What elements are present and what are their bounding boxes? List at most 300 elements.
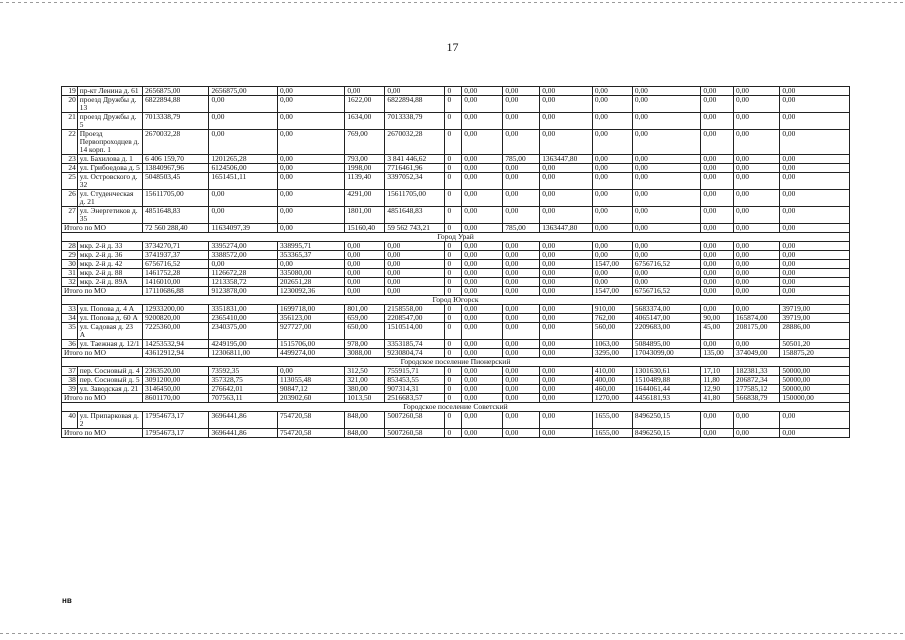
value-cell: 1510489,88 xyxy=(632,376,700,385)
value-cell: 0,00 xyxy=(701,287,734,296)
value-cell: 0,00 xyxy=(345,242,385,251)
section-header-row xyxy=(62,296,850,305)
section-header-row xyxy=(62,358,850,367)
value-cell: 0,00 xyxy=(462,314,503,323)
value-cell: 7225360,00 xyxy=(143,323,209,340)
value-cell: 7716461,96 xyxy=(385,164,445,173)
table-row xyxy=(62,260,850,269)
value-cell: 353365,37 xyxy=(277,251,344,260)
address-cell: пер. Сосновый д. 4 xyxy=(77,367,142,376)
value-cell: 17,10 xyxy=(701,367,734,376)
page-number: 17 xyxy=(446,40,459,54)
value-cell: 9230804,74 xyxy=(385,349,445,358)
value-cell: 1998,00 xyxy=(345,164,385,173)
value-cell: 410,00 xyxy=(592,367,632,376)
value-cell: 0,00 xyxy=(734,412,780,429)
value-cell: 0,00 xyxy=(701,429,734,438)
value-cell: 6 406 159,70 xyxy=(143,155,209,164)
value-cell: 2363520,00 xyxy=(143,367,209,376)
value-cell: 0,00 xyxy=(209,207,277,224)
value-cell: 0 xyxy=(445,278,462,287)
value-cell: 45,00 xyxy=(701,323,734,340)
value-cell: 39719,00 xyxy=(780,305,850,314)
value-cell: 0,00 xyxy=(503,278,540,287)
value-cell: 2208547,00 xyxy=(385,314,445,323)
value-cell: 0,00 xyxy=(592,113,632,130)
value-cell: 0,00 xyxy=(209,113,277,130)
value-cell: 0,00 xyxy=(540,113,593,130)
value-cell: 0,00 xyxy=(632,87,700,96)
value-cell: 2158558,00 xyxy=(385,305,445,314)
value-cell: 374049,00 xyxy=(734,349,780,358)
value-cell: 0,00 xyxy=(540,173,593,190)
value-cell: 0,00 xyxy=(701,155,734,164)
value-cell: 4456181,93 xyxy=(632,394,700,403)
value-cell: 0,00 xyxy=(701,305,734,314)
value-cell: 0,00 xyxy=(540,429,593,438)
value-cell: 0,00 xyxy=(780,96,850,113)
value-cell: 0 xyxy=(445,340,462,349)
value-cell: 3146450,00 xyxy=(143,385,209,394)
value-cell: 182381,33 xyxy=(734,367,780,376)
value-cell: 1547,00 xyxy=(592,287,632,296)
value-cell: 206872,34 xyxy=(734,376,780,385)
value-cell: 0,00 xyxy=(734,278,780,287)
value-cell: 0,00 xyxy=(345,269,385,278)
value-cell: 0,00 xyxy=(632,278,700,287)
value-cell: 203902,60 xyxy=(277,394,344,403)
value-cell: 0 xyxy=(445,376,462,385)
value-cell: 0,00 xyxy=(540,305,593,314)
value-cell: 0,00 xyxy=(734,87,780,96)
total-label: Итого по МО xyxy=(62,349,143,358)
value-cell: 0,00 xyxy=(632,207,700,224)
total-row xyxy=(62,349,850,358)
value-cell: 1126672,28 xyxy=(209,269,277,278)
table-row xyxy=(62,96,850,113)
value-cell: 1547,00 xyxy=(592,260,632,269)
value-cell: 50000,00 xyxy=(780,376,850,385)
value-cell: 927727,00 xyxy=(277,323,344,340)
value-cell: 4291,00 xyxy=(345,190,385,207)
value-cell: 0,00 xyxy=(540,394,593,403)
value-cell: 0,00 xyxy=(503,251,540,260)
value-cell: 0,00 xyxy=(345,87,385,96)
value-cell: 0 xyxy=(445,173,462,190)
value-cell: 0 xyxy=(445,287,462,296)
housing-program-table xyxy=(61,86,850,438)
value-cell: 659,00 xyxy=(345,314,385,323)
address-cell: мкр. 2-й д. 88 xyxy=(77,269,142,278)
value-cell: 0 xyxy=(445,251,462,260)
value-cell: 0,00 xyxy=(734,113,780,130)
value-cell: 707563,11 xyxy=(209,394,277,403)
value-cell: 0,00 xyxy=(701,87,734,96)
value-cell: 0,00 xyxy=(385,242,445,251)
table-row xyxy=(62,155,850,164)
value-cell: 0,00 xyxy=(503,305,540,314)
value-cell: 0 xyxy=(445,87,462,96)
value-cell: 158875,20 xyxy=(780,349,850,358)
value-cell: 0,00 xyxy=(701,130,734,155)
value-cell: 0 xyxy=(445,207,462,224)
value-cell: 1363447,80 xyxy=(540,224,593,233)
table-row xyxy=(62,305,850,314)
value-cell: 0,00 xyxy=(540,412,593,429)
value-cell: 0,00 xyxy=(701,96,734,113)
value-cell: 0,00 xyxy=(540,340,593,349)
value-cell: 3696441,86 xyxy=(209,429,277,438)
value-cell: 2209683,00 xyxy=(632,323,700,340)
value-cell: 276642,01 xyxy=(209,385,277,394)
value-cell: 0,00 xyxy=(385,251,445,260)
value-cell: 0,00 xyxy=(462,260,503,269)
value-cell: 0,00 xyxy=(503,340,540,349)
value-cell: 4851648,83 xyxy=(143,207,209,224)
value-cell: 6756716,52 xyxy=(632,260,700,269)
value-cell: 0,00 xyxy=(277,164,344,173)
value-cell: 0,00 xyxy=(701,164,734,173)
section-title: Городское поселение Советский xyxy=(62,403,850,412)
address-cell: ул. Заводская д. 21 xyxy=(77,385,142,394)
value-cell: 0,00 xyxy=(277,87,344,96)
value-cell: 12,90 xyxy=(701,385,734,394)
value-cell: 8496250,15 xyxy=(632,429,700,438)
value-cell: 0,00 xyxy=(780,224,850,233)
value-cell: 3353185,74 xyxy=(385,340,445,349)
value-cell: 0,00 xyxy=(503,429,540,438)
address-cell: ул. Таежная д. 12/1 xyxy=(77,340,142,349)
value-cell: 754720,58 xyxy=(277,412,344,429)
value-cell: 0,00 xyxy=(701,224,734,233)
value-cell: 400,00 xyxy=(592,376,632,385)
address-cell: ул. Островского д. 32 xyxy=(77,173,142,190)
value-cell: 3295,00 xyxy=(592,349,632,358)
value-cell: 0,00 xyxy=(462,323,503,340)
value-cell: 312,50 xyxy=(345,367,385,376)
value-cell: 785,00 xyxy=(503,155,540,164)
table-row xyxy=(62,242,850,251)
value-cell: 848,00 xyxy=(345,429,385,438)
table-row xyxy=(62,87,850,96)
address-cell: проезд Дружбы д. 13 xyxy=(77,96,142,113)
value-cell: 2516683,57 xyxy=(385,394,445,403)
section-title: Город Урай xyxy=(62,233,850,242)
value-cell: 0,00 xyxy=(385,278,445,287)
value-cell: 3696441,86 xyxy=(209,412,277,429)
total-row xyxy=(62,394,850,403)
value-cell: 7013338,79 xyxy=(385,113,445,130)
value-cell: 0,00 xyxy=(701,190,734,207)
value-cell: 0,00 xyxy=(277,130,344,155)
address-cell: ул. Энергетиков д. 35 xyxy=(77,207,142,224)
value-cell: 0,00 xyxy=(780,242,850,251)
value-cell: 0,00 xyxy=(503,130,540,155)
value-cell: 0,00 xyxy=(503,87,540,96)
value-cell: 5007260,58 xyxy=(385,429,445,438)
row-number: 26 xyxy=(62,190,78,207)
value-cell: 0,00 xyxy=(701,113,734,130)
value-cell: 50000,00 xyxy=(780,385,850,394)
value-cell: 0,00 xyxy=(780,251,850,260)
value-cell: 2670032,28 xyxy=(143,130,209,155)
value-cell: 0,00 xyxy=(209,96,277,113)
value-cell: 0,00 xyxy=(540,385,593,394)
value-cell: 0,00 xyxy=(462,155,503,164)
value-cell: 50000,00 xyxy=(780,367,850,376)
value-cell: 0,00 xyxy=(385,269,445,278)
value-cell: 17110686,88 xyxy=(143,287,209,296)
value-cell: 3397052,34 xyxy=(385,173,445,190)
value-cell: 0,00 xyxy=(385,287,445,296)
value-cell: 0,00 xyxy=(503,242,540,251)
table-row xyxy=(62,376,850,385)
value-cell: 4851648,83 xyxy=(385,207,445,224)
value-cell: 1655,00 xyxy=(592,429,632,438)
table-row xyxy=(62,207,850,224)
value-cell: 0,00 xyxy=(503,269,540,278)
table-row xyxy=(62,314,850,323)
value-cell: 6822894,88 xyxy=(143,96,209,113)
value-cell: 14253532,94 xyxy=(143,340,209,349)
address-cell: пер. Сосновый д. 5 xyxy=(77,376,142,385)
table-row xyxy=(62,367,850,376)
value-cell: 0,00 xyxy=(632,224,700,233)
value-cell: 41,80 xyxy=(701,394,734,403)
value-cell: 0,00 xyxy=(462,287,503,296)
row-number: 31 xyxy=(62,269,78,278)
value-cell: 3088,00 xyxy=(345,349,385,358)
value-cell: 0 xyxy=(445,349,462,358)
value-cell: 0,00 xyxy=(462,429,503,438)
value-cell: 0,00 xyxy=(462,349,503,358)
value-cell: 0,00 xyxy=(592,130,632,155)
value-cell: 1699718,00 xyxy=(277,305,344,314)
value-cell: 0,00 xyxy=(734,242,780,251)
value-cell: 793,00 xyxy=(345,155,385,164)
row-number: 22 xyxy=(62,130,78,155)
total-row xyxy=(62,429,850,438)
value-cell: 202651,28 xyxy=(277,278,344,287)
address-cell: ул. Бахилова д. 1 xyxy=(77,155,142,164)
value-cell: 1201265,28 xyxy=(209,155,277,164)
value-cell: 0,00 xyxy=(592,224,632,233)
value-cell: 0,00 xyxy=(503,113,540,130)
value-cell: 1013,50 xyxy=(345,394,385,403)
value-cell: 848,00 xyxy=(345,412,385,429)
value-cell: 0,00 xyxy=(592,190,632,207)
value-cell: 0,00 xyxy=(540,349,593,358)
value-cell: 0,00 xyxy=(780,130,850,155)
table-row xyxy=(62,164,850,173)
value-cell: 0,00 xyxy=(462,224,503,233)
value-cell: 0,00 xyxy=(462,207,503,224)
value-cell: 0,00 xyxy=(592,278,632,287)
section-header-row xyxy=(62,403,850,412)
value-cell: 11634097,39 xyxy=(209,224,277,233)
value-cell: 2656875,00 xyxy=(143,87,209,96)
address-cell: Проезд Первопроходцев д. 14 корп. 1 xyxy=(77,130,142,155)
value-cell: 0 xyxy=(445,164,462,173)
value-cell: 15160,40 xyxy=(345,224,385,233)
value-cell: 0,00 xyxy=(540,207,593,224)
value-cell: 208175,00 xyxy=(734,323,780,340)
section-title: Город Югорск xyxy=(62,296,850,305)
value-cell: 0,00 xyxy=(632,155,700,164)
address-cell: ул. Садовая д. 23 А xyxy=(77,323,142,340)
value-cell: 0 xyxy=(445,385,462,394)
value-cell: 0,00 xyxy=(503,96,540,113)
value-cell: 1515706,00 xyxy=(277,340,344,349)
value-cell: 1139,40 xyxy=(345,173,385,190)
row-number: 27 xyxy=(62,207,78,224)
value-cell: 0,00 xyxy=(462,173,503,190)
housing-table-container xyxy=(61,86,850,438)
value-cell: 1416010,00 xyxy=(143,278,209,287)
value-cell: 150000,00 xyxy=(780,394,850,403)
total-label: Итого по МО xyxy=(62,224,143,233)
value-cell: 11,80 xyxy=(701,376,734,385)
value-cell: 113055,48 xyxy=(277,376,344,385)
value-cell: 0,00 xyxy=(632,269,700,278)
address-cell: ул. Грибоедова д. 5 xyxy=(77,164,142,173)
value-cell: 0 xyxy=(445,367,462,376)
row-number: 30 xyxy=(62,260,78,269)
value-cell: 0,00 xyxy=(277,190,344,207)
value-cell: 0,00 xyxy=(462,278,503,287)
address-cell: ул. Студенческая д. 21 xyxy=(77,190,142,207)
value-cell: 0,00 xyxy=(503,207,540,224)
table-row xyxy=(62,412,850,429)
value-cell: 0,00 xyxy=(780,155,850,164)
value-cell: 4065147,00 xyxy=(632,314,700,323)
value-cell: 0,00 xyxy=(503,260,540,269)
value-cell: 0,00 xyxy=(780,173,850,190)
value-cell: 1301630,61 xyxy=(632,367,700,376)
row-number: 21 xyxy=(62,113,78,130)
value-cell: 6822894,88 xyxy=(385,96,445,113)
row-number: 20 xyxy=(62,96,78,113)
value-cell: 0,00 xyxy=(632,190,700,207)
value-cell: 0,00 xyxy=(345,287,385,296)
value-cell: 0,00 xyxy=(632,96,700,113)
row-number: 24 xyxy=(62,164,78,173)
value-cell: 0,00 xyxy=(277,224,344,233)
value-cell: 4249195,00 xyxy=(209,340,277,349)
value-cell: 0,00 xyxy=(503,173,540,190)
value-cell: 135,00 xyxy=(701,349,734,358)
value-cell: 853453,55 xyxy=(385,376,445,385)
value-cell: 39719,00 xyxy=(780,314,850,323)
value-cell: 43612912,94 xyxy=(143,349,209,358)
value-cell: 650,00 xyxy=(345,323,385,340)
value-cell: 0,00 xyxy=(701,269,734,278)
address-cell: ул. Попова д. 60 А xyxy=(77,314,142,323)
value-cell: 1363447,80 xyxy=(540,155,593,164)
value-cell: 0,00 xyxy=(701,173,734,190)
value-cell: 0,00 xyxy=(540,251,593,260)
value-cell: 0,00 xyxy=(701,242,734,251)
value-cell: 0,00 xyxy=(503,385,540,394)
value-cell: 0,00 xyxy=(592,251,632,260)
value-cell: 0,00 xyxy=(734,96,780,113)
value-cell: 0 xyxy=(445,224,462,233)
value-cell: 0,00 xyxy=(345,278,385,287)
value-cell: 0,00 xyxy=(277,113,344,130)
value-cell: 0,00 xyxy=(540,269,593,278)
value-cell: 1213358,72 xyxy=(209,278,277,287)
address-cell: мкр. 2-й д. 33 xyxy=(77,242,142,251)
total-label: Итого по МО xyxy=(62,429,143,438)
row-number: 28 xyxy=(62,242,78,251)
value-cell: 0,00 xyxy=(780,287,850,296)
value-cell: 0,00 xyxy=(632,113,700,130)
value-cell: 1634,00 xyxy=(345,113,385,130)
value-cell: 0,00 xyxy=(540,323,593,340)
value-cell: 0,00 xyxy=(734,340,780,349)
value-cell: 6124506,00 xyxy=(209,164,277,173)
value-cell: 1230092,36 xyxy=(277,287,344,296)
row-number: 23 xyxy=(62,155,78,164)
table-row xyxy=(62,269,850,278)
value-cell: 0,00 xyxy=(734,305,780,314)
value-cell: 3388572,00 xyxy=(209,251,277,260)
table-row xyxy=(62,251,850,260)
value-cell: 1622,00 xyxy=(345,96,385,113)
value-cell: 0,00 xyxy=(462,251,503,260)
value-cell: 1063,00 xyxy=(592,340,632,349)
value-cell: 0,00 xyxy=(701,412,734,429)
value-cell: 0,00 xyxy=(734,164,780,173)
bottom-scan-edge xyxy=(0,633,905,634)
value-cell: 0,00 xyxy=(385,260,445,269)
value-cell: 0,00 xyxy=(632,173,700,190)
value-cell: 15611705,00 xyxy=(143,190,209,207)
value-cell: 8496250,15 xyxy=(632,412,700,429)
value-cell: 0,00 xyxy=(632,242,700,251)
value-cell: 0,00 xyxy=(345,251,385,260)
value-cell: 380,00 xyxy=(345,385,385,394)
value-cell: 0,00 xyxy=(540,367,593,376)
value-cell: 0,00 xyxy=(701,260,734,269)
value-cell: 6756716,52 xyxy=(632,287,700,296)
address-cell: ул. Припарковая д. 2 xyxy=(77,412,142,429)
value-cell: 0,00 xyxy=(503,394,540,403)
value-cell: 0,00 xyxy=(462,269,503,278)
value-cell: 0,00 xyxy=(277,207,344,224)
value-cell: 566838,79 xyxy=(734,394,780,403)
value-cell: 177585,12 xyxy=(734,385,780,394)
value-cell: 910,00 xyxy=(592,305,632,314)
value-cell: 0,00 xyxy=(734,260,780,269)
row-number: 34 xyxy=(62,314,78,323)
value-cell: 0,00 xyxy=(277,96,344,113)
value-cell: 0,00 xyxy=(734,190,780,207)
value-cell: 0,00 xyxy=(592,242,632,251)
row-number: 29 xyxy=(62,251,78,260)
address-cell: мкр. 2-й д. 42 xyxy=(77,260,142,269)
value-cell: 90847,12 xyxy=(277,385,344,394)
value-cell: 1651451,11 xyxy=(209,173,277,190)
address-cell: проезд Дружбы д. 5 xyxy=(77,113,142,130)
value-cell: 0 xyxy=(445,323,462,340)
value-cell: 357328,75 xyxy=(209,376,277,385)
table-row xyxy=(62,190,850,207)
value-cell: 0,00 xyxy=(734,173,780,190)
value-cell: 0,00 xyxy=(540,87,593,96)
value-cell: 755915,71 xyxy=(385,367,445,376)
total-label: Итого по МО xyxy=(62,394,143,403)
